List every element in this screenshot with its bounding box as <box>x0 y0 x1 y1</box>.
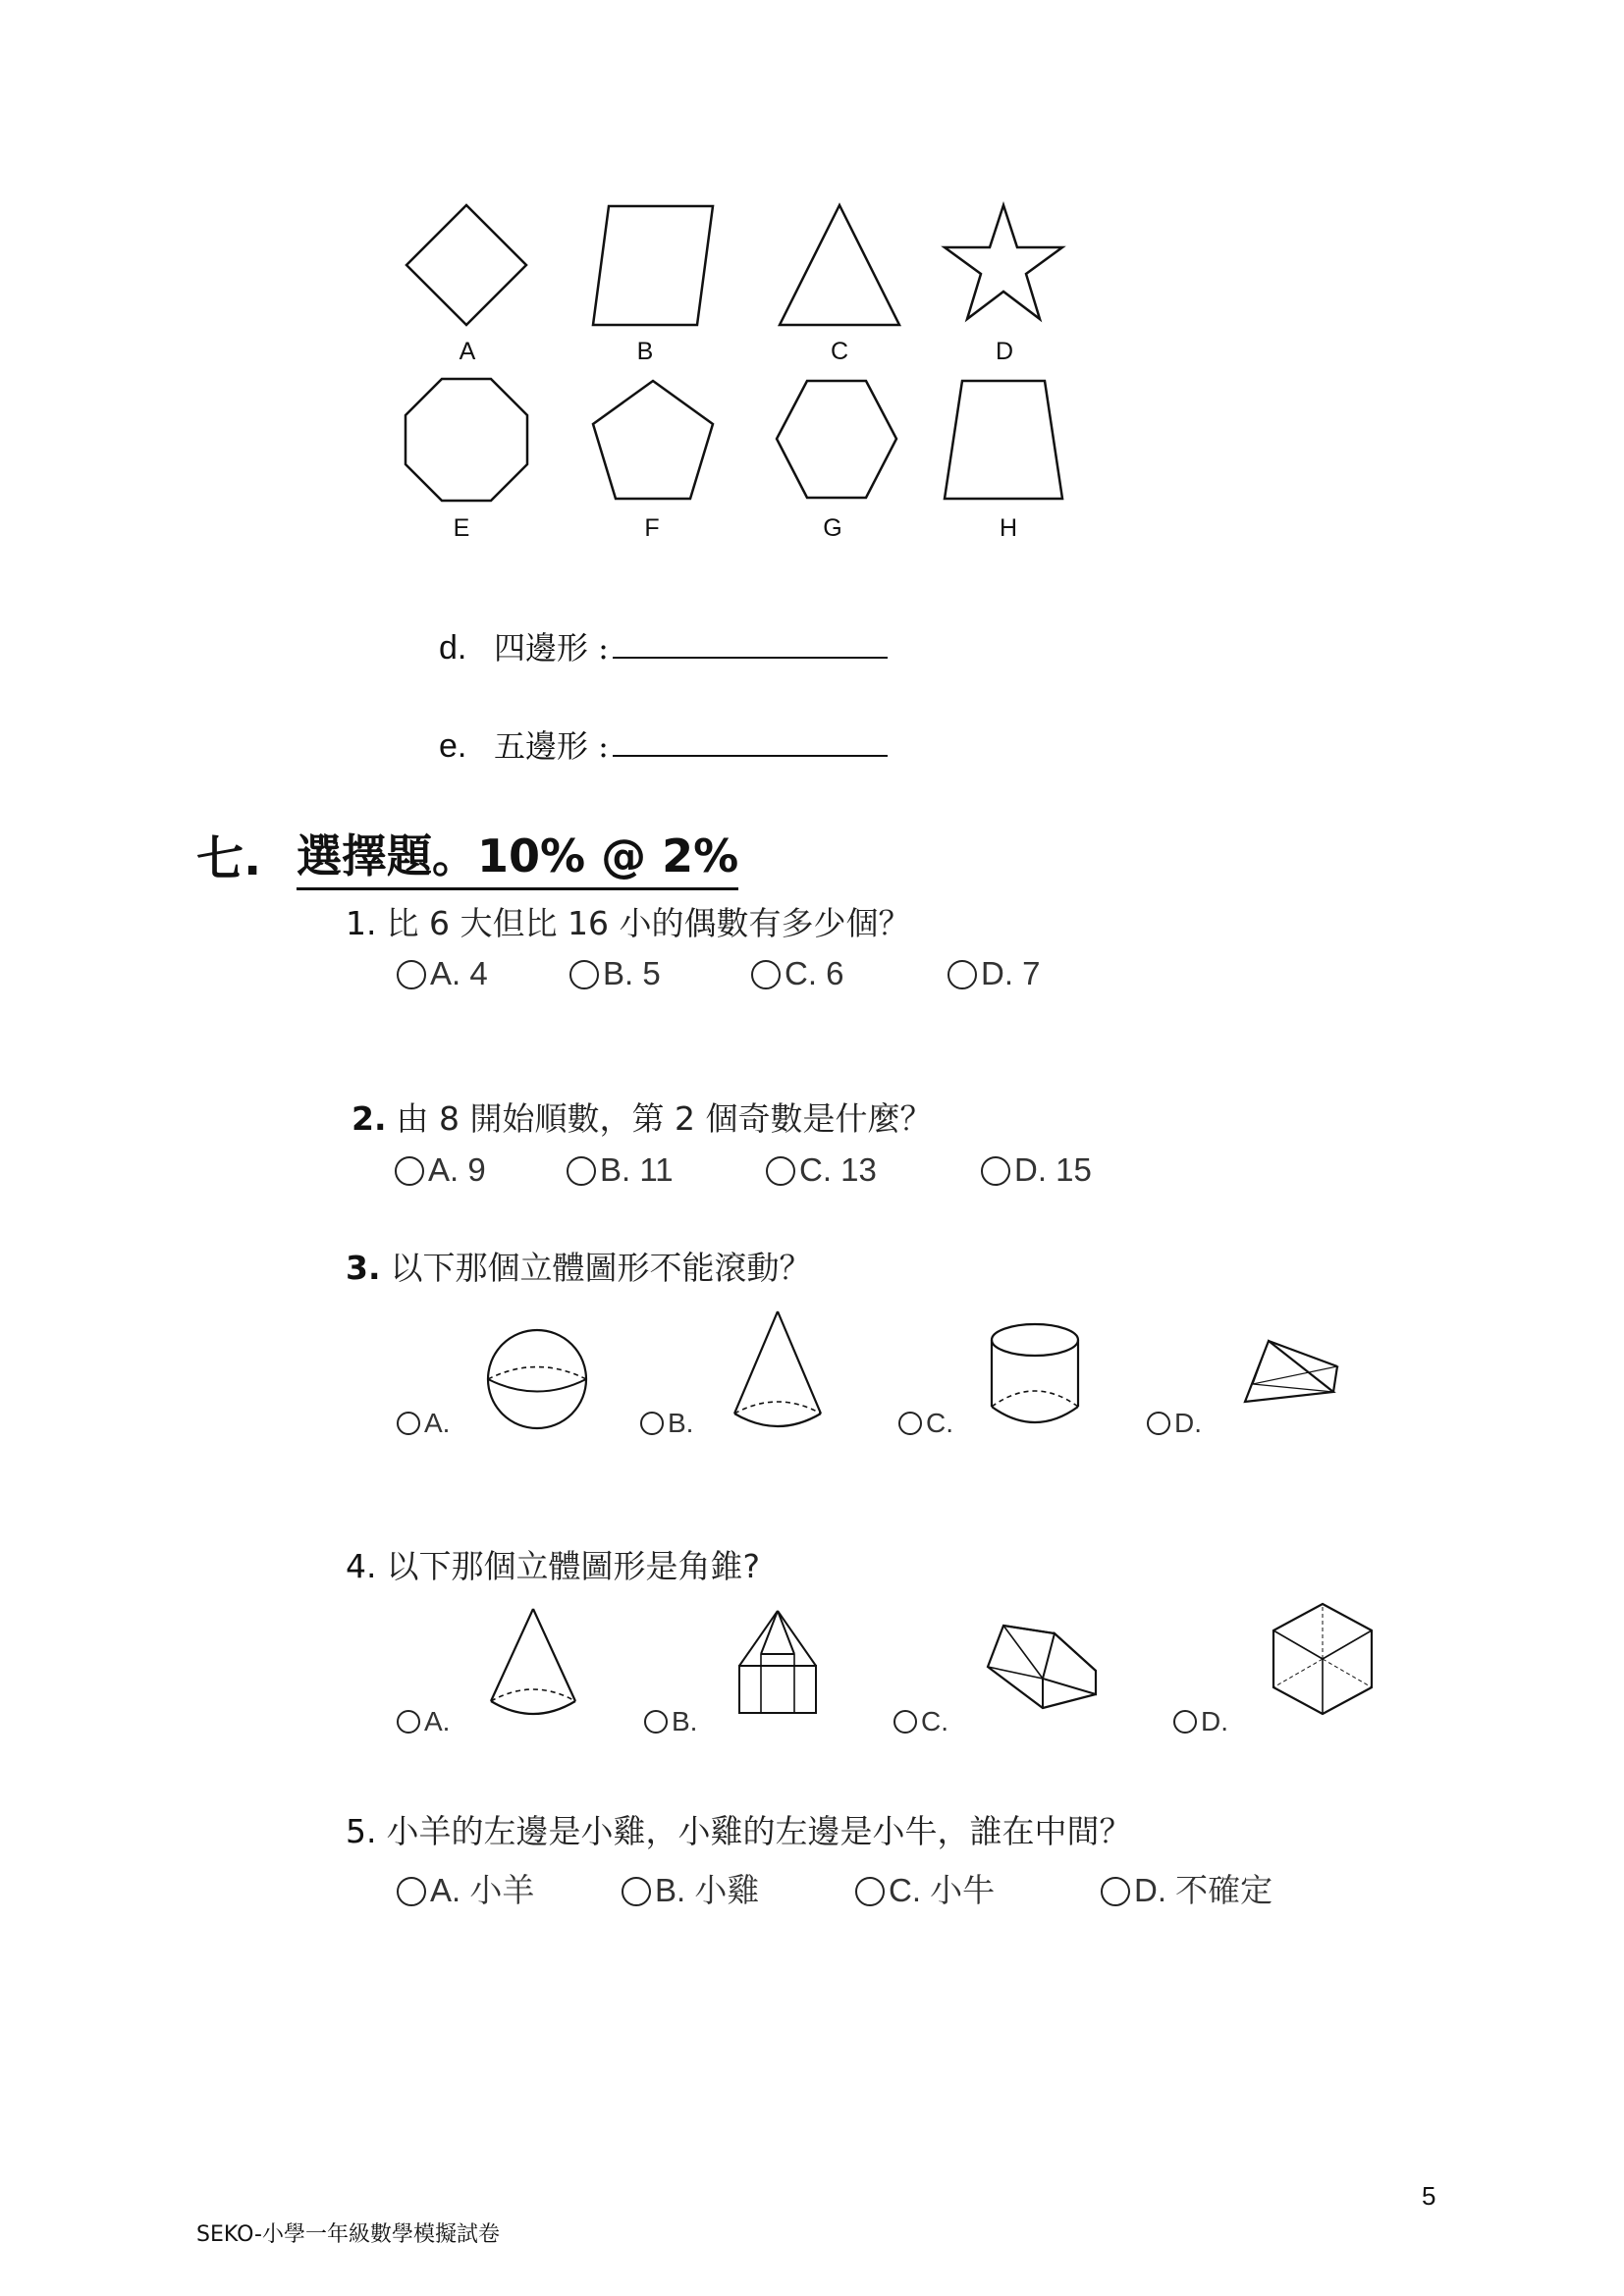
option-label: A. <box>424 1706 451 1736</box>
shape-label-g: G <box>823 514 842 542</box>
question-number: 2. <box>352 1099 387 1138</box>
radio-circle-icon[interactable] <box>1173 1710 1197 1734</box>
shape-label-b: B <box>636 338 654 365</box>
radio-circle-icon[interactable] <box>622 1877 651 1906</box>
shape-label-a: A <box>459 338 476 365</box>
page-number: 5 <box>1422 2181 1436 2211</box>
fill-in-label: 四邊形 : <box>494 629 609 667</box>
radio-circle-icon[interactable] <box>644 1710 668 1734</box>
radio-circle-icon[interactable] <box>395 1156 424 1186</box>
fill-in-pentagon <box>439 721 888 767</box>
option-label: C. 6 <box>785 955 844 991</box>
question-number: 3. <box>346 1249 381 1287</box>
question-text: 小羊的左邊是小雞，小雞的左邊是小牛，誰在中間？ <box>386 1812 1132 1850</box>
radio-circle-icon[interactable] <box>640 1412 664 1435</box>
q4-option-a[interactable] <box>397 1706 450 1737</box>
shape-label-d: D <box>995 338 1014 365</box>
shape-label-h: H <box>999 514 1018 542</box>
option-label: D. 15 <box>1014 1151 1092 1188</box>
q3-option-d[interactable] <box>1147 1408 1202 1439</box>
triangle-shape <box>776 202 903 328</box>
question-5 <box>346 1806 1132 1852</box>
option-label: A. 4 <box>430 955 488 991</box>
cone-icon <box>729 1308 827 1435</box>
hexagon-shape <box>774 378 899 501</box>
cube-icon <box>1270 1600 1376 1718</box>
q1-option-d[interactable] <box>947 955 1041 992</box>
radio-circle-icon[interactable] <box>397 960 426 989</box>
radio-circle-icon[interactable] <box>1147 1412 1170 1435</box>
option-label: D. <box>1201 1706 1228 1736</box>
radio-circle-icon[interactable] <box>893 1710 917 1734</box>
q4-option-d[interactable] <box>1173 1706 1228 1737</box>
shape-label-c: C <box>830 338 849 365</box>
q4-option-b[interactable] <box>644 1706 697 1737</box>
radio-circle-icon[interactable] <box>751 960 781 989</box>
section-number: 七. <box>196 831 262 886</box>
cone-icon <box>487 1605 579 1723</box>
question-text: 比 6 大但比 16 小的偶數有多少個？ <box>386 904 911 942</box>
radio-circle-icon[interactable] <box>397 1877 426 1906</box>
answer-blank-pentagon[interactable] <box>613 727 888 757</box>
q2-option-c[interactable] <box>766 1151 877 1189</box>
radio-circle-icon[interactable] <box>981 1156 1010 1186</box>
option-label: B. 11 <box>600 1151 674 1188</box>
q3-option-b[interactable] <box>640 1408 693 1439</box>
q4-option-c[interactable] <box>893 1706 948 1737</box>
radio-circle-icon[interactable] <box>1101 1877 1130 1906</box>
question-4 <box>346 1541 760 1587</box>
radio-circle-icon[interactable] <box>898 1412 922 1435</box>
option-label: D. <box>1174 1408 1202 1438</box>
fill-in-quadrilateral <box>439 623 888 668</box>
shape-label-f: F <box>644 514 660 542</box>
question-1 <box>346 898 910 944</box>
q3-option-a[interactable] <box>397 1408 450 1439</box>
question-number: 4. <box>346 1547 377 1585</box>
q2-option-a[interactable] <box>395 1151 486 1189</box>
radio-circle-icon[interactable] <box>397 1710 420 1734</box>
radio-circle-icon[interactable] <box>567 1156 596 1186</box>
option-label: C. <box>926 1408 953 1438</box>
option-label: A. 9 <box>428 1151 486 1188</box>
q2-option-d[interactable] <box>981 1151 1092 1189</box>
question-text: 以下那個立體圖形不能滾動？ <box>390 1249 812 1287</box>
radio-circle-icon[interactable] <box>947 960 977 989</box>
octagon-shape <box>403 376 530 504</box>
q5-option-d[interactable] <box>1101 1865 1272 1911</box>
question-number: 5. <box>346 1812 377 1850</box>
option-label: B. <box>672 1706 698 1736</box>
question-text: 以下那個立體圖形是角錐? <box>386 1547 761 1585</box>
pentagon-shape <box>589 378 717 502</box>
radio-circle-icon[interactable] <box>569 960 599 989</box>
question-number: 1. <box>346 904 377 942</box>
option-label: B. 5 <box>603 955 661 991</box>
fill-in-letter: d. <box>439 629 467 667</box>
option-label: C. <box>921 1706 948 1736</box>
shape-label-e: E <box>453 514 470 542</box>
option-label: D. 不確定 <box>1134 1872 1273 1908</box>
triangular-prism-icon <box>984 1622 1100 1716</box>
q1-option-b[interactable] <box>569 955 661 992</box>
option-label: C. 13 <box>799 1151 877 1188</box>
q3-option-c[interactable] <box>898 1408 953 1439</box>
trapezoid-shape <box>941 378 1066 502</box>
star-shape <box>941 201 1066 327</box>
radio-circle-icon[interactable] <box>397 1412 420 1435</box>
radio-circle-icon[interactable] <box>855 1877 885 1906</box>
q1-option-a[interactable] <box>397 955 488 992</box>
footer-text: SEKO-小學一年級數學模擬試卷 <box>196 2222 500 2247</box>
fill-in-letter: e. <box>439 727 467 765</box>
fill-in-label: 五邊形 : <box>494 727 609 765</box>
cylinder-icon <box>988 1320 1082 1428</box>
diamond-shape <box>403 201 530 329</box>
q5-option-a[interactable] <box>397 1865 534 1911</box>
option-label: D. 7 <box>981 955 1041 991</box>
radio-circle-icon[interactable] <box>766 1156 795 1186</box>
option-label: B. 小雞 <box>655 1872 760 1908</box>
option-label: C. 小牛 <box>889 1872 996 1908</box>
section-title: 選擇題。10% @ 2% <box>297 821 738 890</box>
triangular-prism-icon <box>1239 1335 1341 1410</box>
q2-option-b[interactable] <box>567 1151 674 1189</box>
answer-blank-quadrilateral[interactable] <box>613 629 888 659</box>
sphere-icon <box>483 1325 591 1433</box>
question-3 <box>346 1243 812 1289</box>
parallelogram-shape <box>589 204 717 327</box>
option-label: B. <box>668 1408 694 1438</box>
option-label: A. 小羊 <box>430 1872 535 1908</box>
pyramid-icon <box>735 1607 820 1717</box>
q5-option-b[interactable] <box>622 1865 759 1911</box>
question-2 <box>352 1094 932 1140</box>
q1-option-c[interactable] <box>751 955 844 992</box>
option-label: A. <box>424 1408 451 1438</box>
question-text: 由 8 開始順數，第 2 個奇數是什麼？ <box>396 1099 933 1138</box>
q5-option-c[interactable] <box>855 1865 995 1911</box>
